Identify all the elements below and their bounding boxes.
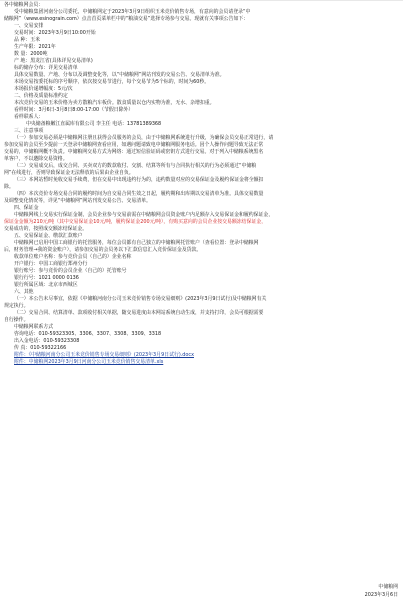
payee-name: 收款单位账户名称：参与竞价会员（自己的）企业名称 xyxy=(14,254,132,260)
attachment-rules-link[interactable]: 附件：《中储粮河南分公司玉米竞价销售专场交易细则》(2023年3月9日试行).docx xyxy=(14,352,194,358)
trade-detail-note: 具体交易数量、产地、分布以及调整变化等，以“中储粮网”网站刊发的交易公告、交易清单为准。 xyxy=(14,72,225,78)
notice-1-line-1: （一）参加交易必须是中储粮网注册且获得会员服务的会员，由于中储粮网系统进行升级，为确保会员交易正常进行，请 xyxy=(14,135,274,141)
bank-region: 银行所属区域：北京市西城区 xyxy=(14,282,78,288)
other-2-line-2: 自行操作。 xyxy=(4,317,29,323)
section-1-heading: 一、交易安排 xyxy=(14,23,44,29)
section-3-heading: 三、注意事项 xyxy=(14,128,44,134)
funds-phone: 出入金电话：010-59323308 xyxy=(14,338,80,344)
notice-1-line-4: 单客户，不以邀除交易资格。 xyxy=(4,156,68,162)
contact-heading: 中储粮网联系方式 xyxy=(14,324,54,330)
section-5-heading: 五、交易保证金、缴款汇款账户 xyxy=(14,233,83,239)
sample-contact: 中央储备粮嫩江直属库有限公司 李主任 电话：13781389368 xyxy=(26,121,162,127)
price-note: 本次竞价交易的玉米价格为卖方散粮汽车板价。散食质量以仓内实物为准，无水、杂增扣重。 xyxy=(14,100,215,106)
signature: 中储粮网 xyxy=(378,584,398,590)
attachment-list-link[interactable]: 附件：中储粮网2023年3月9日河南分公司玉米竞价销售交易清单.xls xyxy=(14,359,164,365)
deposit-line-3: 交易成功的，按照成交额冻结保证金。 xyxy=(4,226,88,232)
origin: 产 地：黑龙江省(具体详见交易清单) xyxy=(14,58,93,64)
notice-4-line-1: （四）本次竞价专场交易合同的履约时间为自交易合同生效之日起，履约期和出库期以交易清单为准。具体交易数量 xyxy=(14,191,264,197)
trade-order-note: 本场交易按委托标的序号顺序，依次按交易节进行，每个交易节为5个标的，时间为60秒。 xyxy=(14,79,210,85)
production-year: 生产年限：2021年 xyxy=(14,44,56,50)
consult-phone: 咨询电话：010-59323305、3306、3307、3308、3309、3318 xyxy=(14,331,162,337)
other-1-line-2: 规定执行。 xyxy=(4,303,29,309)
bid-increment: 本场报价递增幅度：5元/次 xyxy=(14,86,73,92)
other-1-line-1: （一）本公告未尽事宜，依据《中储粮河南分公司玉米竞价销售专场交易细则》(2023年3月9日试行)及中储粮网有关 xyxy=(14,296,267,302)
issue-date: 2023年3月6日 xyxy=(364,592,398,598)
intro-line-2: 储粮网”（www.esinograin.com）点击首页菜单栏中的“粮油交易”选择专场参与交易。现就有关事项公告如下： xyxy=(4,16,249,22)
notice-1-line-2: 参加交易的会员至少提前一天登录中储粮网查看应用，如遇问题请致电中储粮网服务电话。因个人操作问题导致无法正常 xyxy=(4,142,264,148)
section-2-heading: 二、价格及质量标准约定 xyxy=(14,93,68,99)
notice-2-line-1: （二）交易成交后，成交合同、买卖双方的数款收付、交割、结算等所有与合同执行相关的行为必须通过“中储粮 xyxy=(14,163,257,169)
notice-4-line-2: 及调整变化情况等，详见“中储粮网”网站刊发交易公告、交易清单。 xyxy=(4,198,151,204)
notice-3-line-2: 除。 xyxy=(4,184,14,190)
notice-2-line-2: 网”在线进行，否则导致保证金无法释放的后果由企业自负。 xyxy=(4,170,134,176)
salutation: 各中储粮网会员： xyxy=(4,2,44,8)
variety: 品 种：玉米 xyxy=(14,37,41,43)
trade-time: 交易时间：2023年3月9日10:00开始 xyxy=(14,30,96,36)
account-line-1: 中储粮网已启用中国工商银行的托管服务，每位会员都有自己独立的中储粮网托管账户（查看位置：登录中储粮网 xyxy=(14,240,259,246)
intro-line-1: 受中储粮集团河南分公司委托，中储粮网定于2023年3月9日组织玉米竞价销售专场，有意向的会员请登录“中 xyxy=(14,9,251,15)
account-line-2: 后，财务管理→我的资金账户），请参加交易的会员务以下汇款信息汇入竞价保证金及货款。 xyxy=(4,247,202,253)
attachment-list xyxy=(4,359,399,366)
sample-time: 看样时间：3月6日-3月8日8:00-17:00（节假日除外） xyxy=(14,107,134,113)
notice-3-line-1: （三）本网站暂时免收交易手续费，但在交易中出现违约行为的，违约数量对应的交易保证金及履约保证金将全额扣 xyxy=(14,177,264,183)
section-6-heading: 六、其他 xyxy=(14,289,34,295)
bank-code: 银行行号：1021 0000 0136 xyxy=(14,275,79,281)
bank-account: 银行账号：参与竞价的会员企业（自己的）托管账号 xyxy=(14,268,127,274)
notice-1-line-3: 交易的，中储粮网概不负责。中储粮网交易方式为网络：通过短信验证码或密钥方式进行交易。对于列入中储粮系统黑名 xyxy=(4,149,264,155)
sample-contact-label: 看样联系人： xyxy=(14,114,44,120)
bank-name: 开户银行：中国工商银行郑州分行 xyxy=(14,261,88,267)
deposit-line-2: 保证金金额为210元/吨（其中交易保证金10元/吨，履约保证金200元/吨），有购买意向的会员企业按交易额冻结保证金， xyxy=(4,219,267,225)
storage-distribution: 标的储存分布：详见交易清单 xyxy=(14,65,78,71)
attachment-rules xyxy=(4,352,399,359)
other-2-line-1: （二）交易合同、结算清单、款项收付相关单据，随交易进度由本网站系统自动生成，并支持打印，会员可根据需要 xyxy=(14,310,264,316)
quantity: 数 量：2000吨 xyxy=(14,51,48,57)
section-4-heading: 四、保证金 xyxy=(14,205,39,211)
deposit-line-1: 中储粮网线上交易实行保证金制，会员企业参与交易前需在中储粮网会员资金账户内足额存入交易保证金和履约保证金， xyxy=(14,212,274,218)
fax: 传 真：010-59322166 xyxy=(14,345,67,351)
